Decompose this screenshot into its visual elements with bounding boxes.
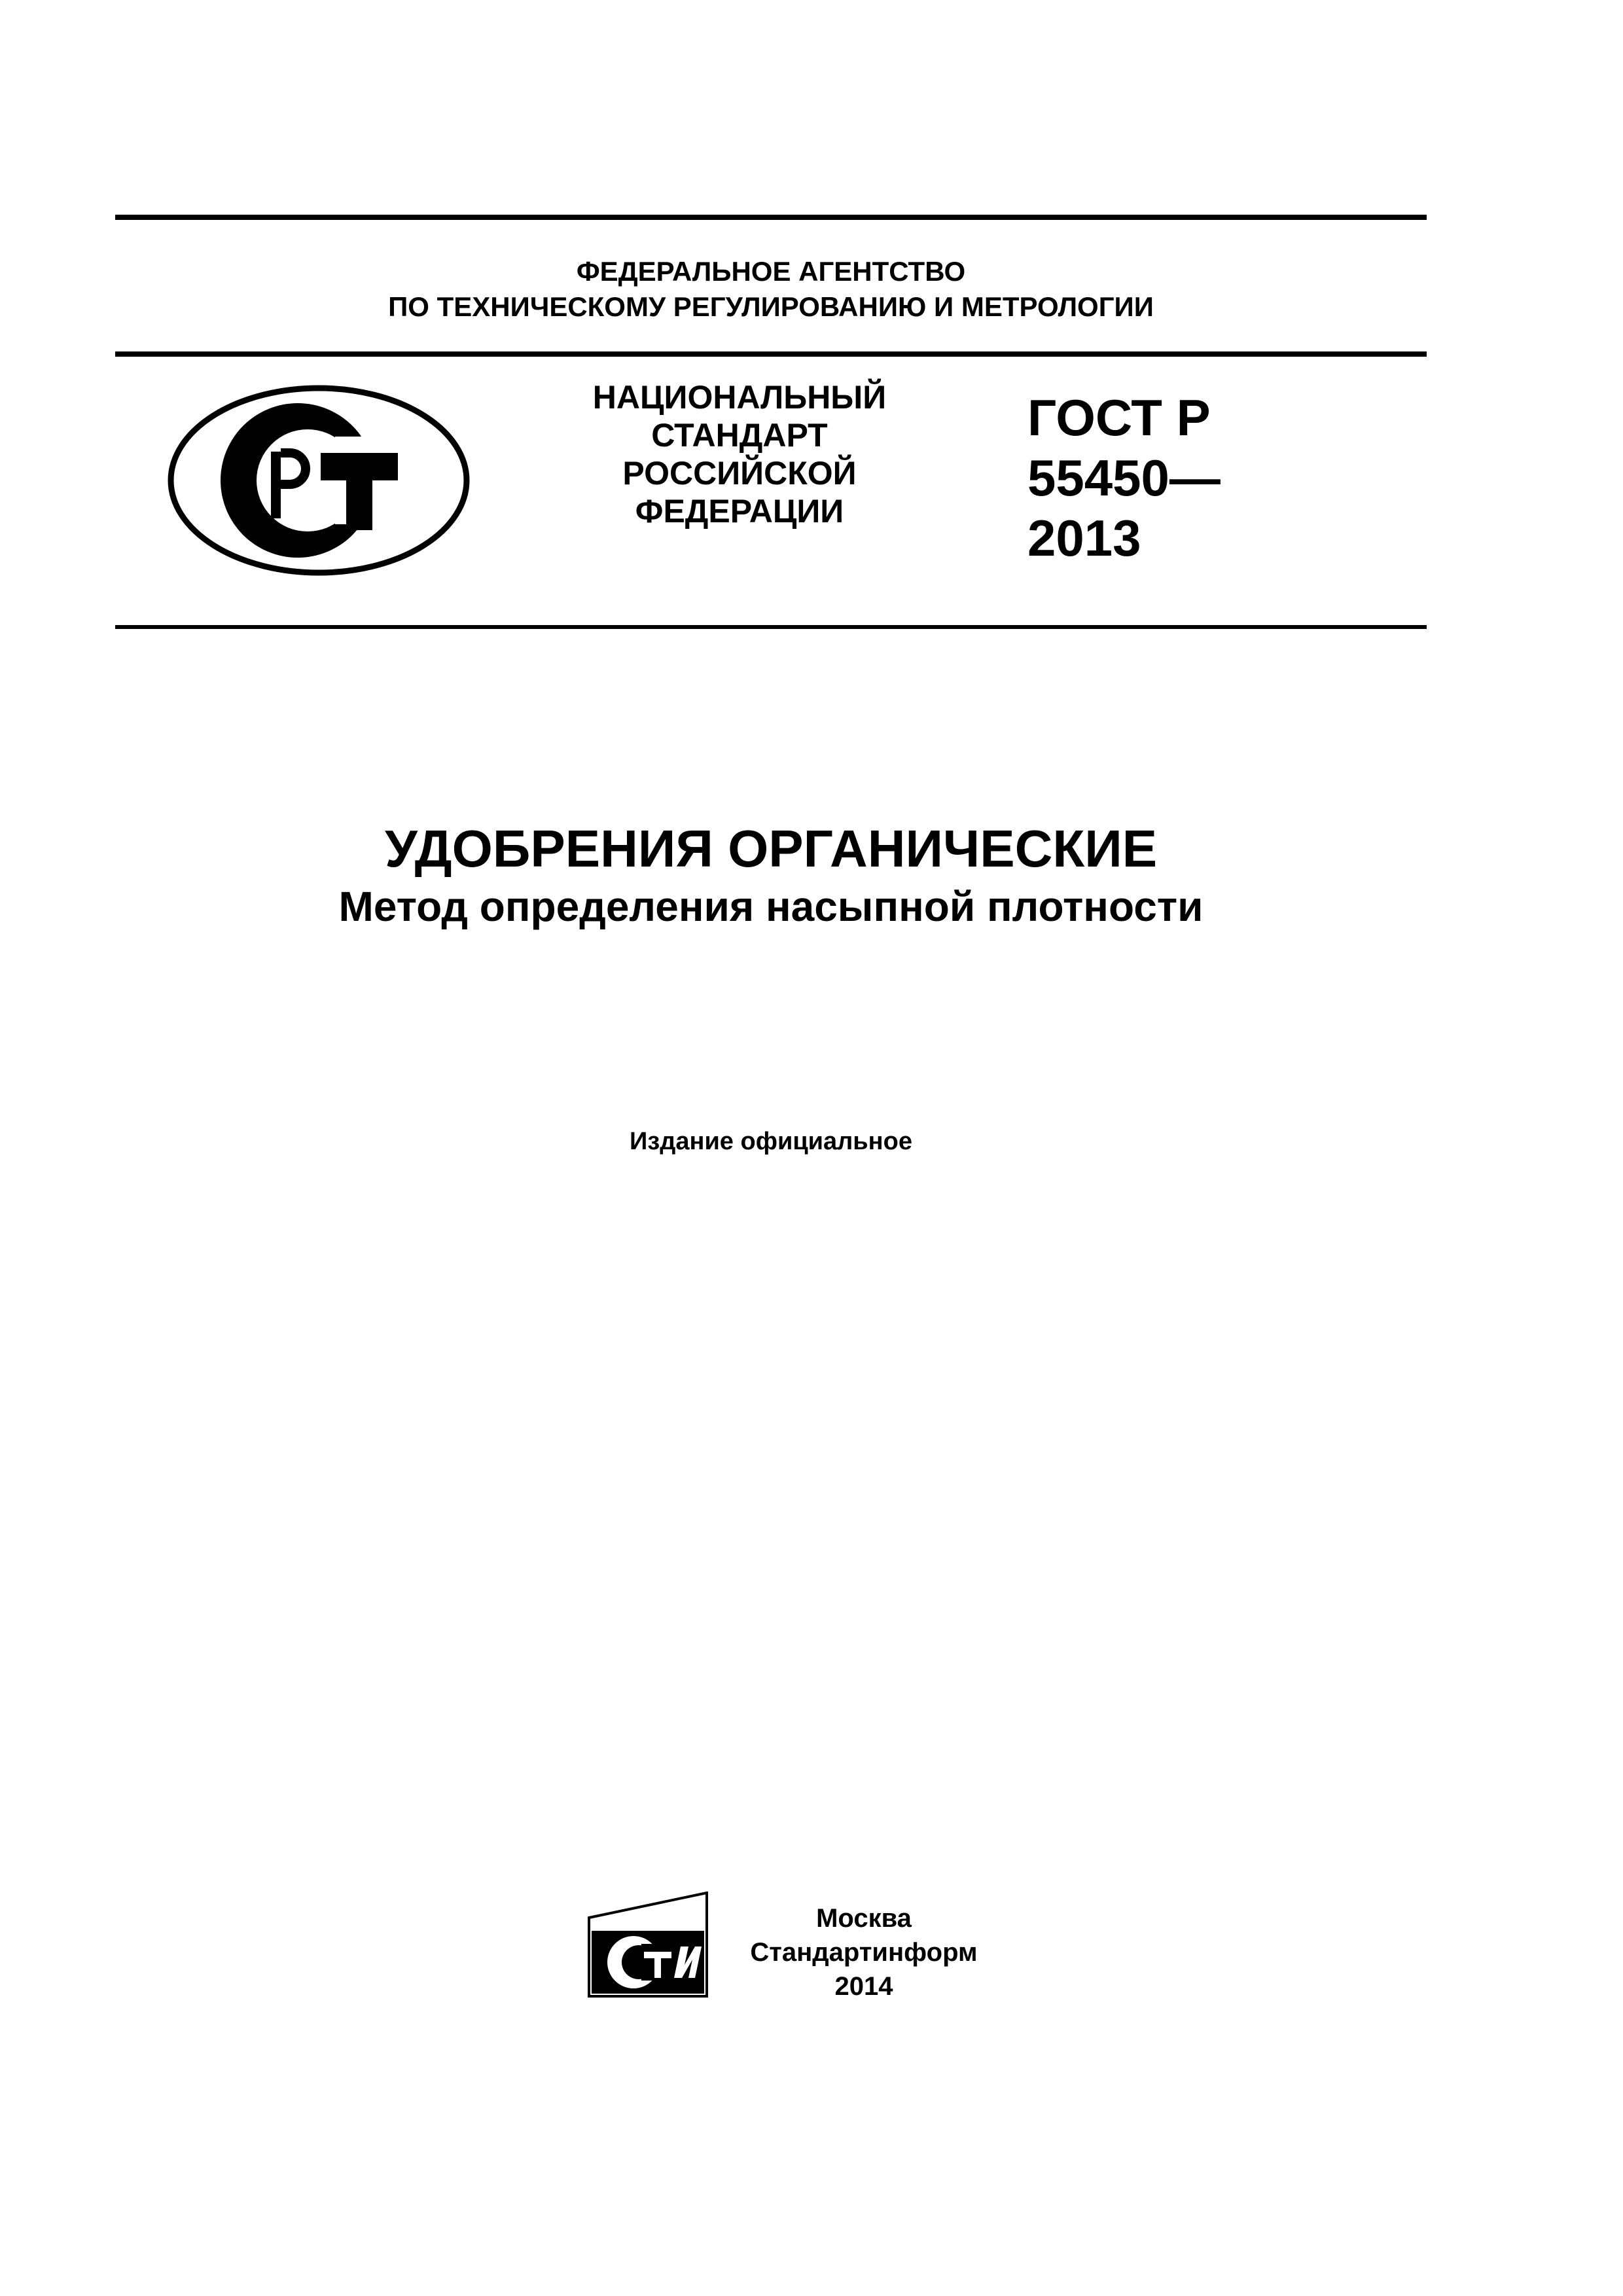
standard-designation-line: 2013 bbox=[1027, 509, 1141, 567]
standard-designation bbox=[1027, 387, 1221, 568]
imprint-publisher: Стандартинформ bbox=[750, 1938, 978, 1967]
standard-kind bbox=[537, 378, 942, 530]
standard-kind-line: РОССИЙСКОЙ bbox=[622, 455, 857, 492]
standard-designation-line: 55450— bbox=[1027, 449, 1221, 507]
imprint-city: Москва bbox=[816, 1904, 912, 1933]
standard-kind-line: НАЦИОНАЛЬНЫЙ bbox=[592, 379, 887, 416]
imprint-year: 2014 bbox=[834, 1972, 893, 2001]
gost-r-mark-icon bbox=[164, 381, 474, 581]
standard-designation-line: ГОСТ Р bbox=[1027, 389, 1211, 446]
document-subtitle: Метод определения насыпной плотности bbox=[338, 883, 1204, 930]
edition-label: Издание официальное bbox=[630, 1128, 912, 1155]
standard-kind-line: ФЕДЕРАЦИИ bbox=[635, 493, 844, 529]
bottom-rule bbox=[115, 625, 1427, 629]
document-title: УДОБРЕНИЯ ОРГАНИЧЕСКИЕ bbox=[384, 819, 1158, 878]
imprint bbox=[726, 1901, 1001, 2003]
top-rule bbox=[115, 215, 1427, 220]
agency-line-2: ПО ТЕХНИЧЕСКОМУ РЕГУЛИРОВАНИЮ И МЕТРОЛОГИИ bbox=[388, 291, 1154, 322]
middle-rule bbox=[115, 351, 1427, 357]
standard-kind-line: СТАНДАРТ bbox=[651, 417, 828, 454]
agency-line-1: ФЕДЕРАЛЬНОЕ АГЕНТСТВО bbox=[576, 256, 966, 287]
standartinform-logo-icon bbox=[582, 1892, 710, 2000]
agency-header bbox=[115, 254, 1427, 325]
